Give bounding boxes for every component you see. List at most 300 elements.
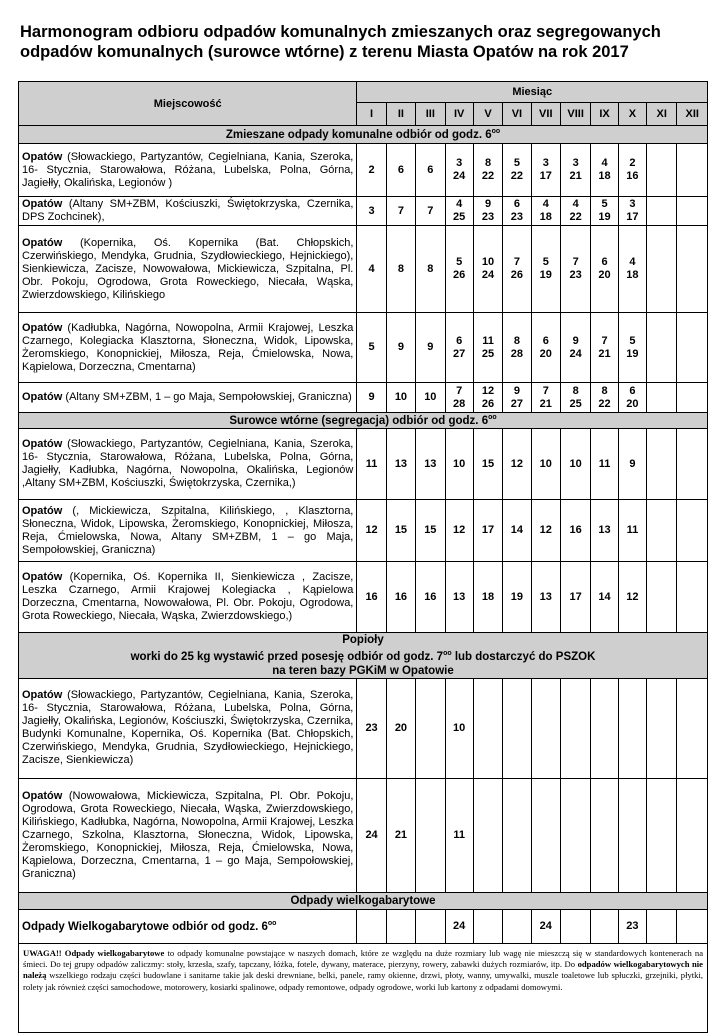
month-cell — [473, 383, 502, 413]
month-header-iii: III — [416, 103, 445, 126]
ash-title: Popioły — [342, 634, 384, 646]
ash-instructions — [22, 647, 704, 664]
street-list: (, Mickiewicza, Szpitalna, Kilińskiego, , Klasztorna, Słoneczna, Widok, Lipowska, Żeromskiego, Konopnickiej, Miłosza, Reja, Ćmielowska, Nowa, Altany SM+ZBM, 1 – go Maja, Sempołowskiej, Graniczna) — [22, 504, 354, 556]
month-cell — [503, 197, 531, 226]
month-cell — [677, 500, 708, 562]
month-cell — [386, 313, 415, 383]
month-cell — [416, 778, 445, 892]
month-header-vii: VII — [531, 103, 560, 126]
month-cell: 10 — [560, 429, 590, 500]
bulky-label-cell — [19, 909, 357, 943]
pickup-day: 23 — [510, 211, 524, 223]
ash-instructions-text: lub dostarczyć do PSZOK — [451, 650, 596, 663]
street-list: (Kopernika, Oś. Kopernika (Bat. Chłopskich, Czerwińskiego, Mendyka, Grudnia, Szydłowieckiego, Hejnickiego), Sienkiewicza, Zacisze, Nowowałowa, Mickiewicza, Szpitalna, Pl. Obr. Pokoju, Ogrodowa, Grota Roweckiego, Niecała, Wąska, Zwierzdowskiego, Kilińskiego — [22, 236, 354, 301]
month-cell — [560, 778, 590, 892]
month-cell: 21 — [386, 778, 415, 892]
schedule-row — [19, 383, 708, 413]
month-header-iv: IV — [445, 103, 473, 126]
month-header-xii: XII — [677, 103, 708, 126]
month-cell — [591, 313, 618, 383]
pickup-day: 3 — [456, 157, 463, 169]
street-list: (Altany SM+ZBM, Kościuszki, Świętokrzyska, Czernika, DPS Zochcinek), — [22, 198, 354, 223]
month-cell: 9 — [618, 429, 646, 500]
month-cell — [531, 226, 560, 313]
pickup-day: 5 — [368, 341, 375, 353]
pickup-day: 21 — [569, 170, 582, 182]
pickup-day: 8 — [572, 384, 579, 397]
month-cell — [357, 313, 386, 383]
month-cell — [560, 226, 590, 313]
month-cell — [647, 197, 677, 226]
section-title: Zmieszane odpady komunalne odbiór od godz. 6 — [225, 128, 492, 141]
month-cell: 16 — [386, 562, 415, 633]
pickup-day: 10 — [394, 391, 408, 403]
month-cell — [677, 909, 708, 943]
month-cell — [416, 383, 445, 413]
month-cell — [647, 500, 677, 562]
schedule-row — [19, 678, 708, 778]
bulky-waste-note — [19, 943, 708, 1032]
month-header-ii: II — [386, 103, 415, 126]
month-cell — [473, 144, 502, 197]
pickup-day: 6 — [427, 163, 434, 176]
month-cell: 10 — [445, 429, 473, 500]
month-cell — [677, 226, 708, 313]
pickup-day: 4 — [456, 198, 463, 210]
time-superscript: oo — [488, 414, 497, 422]
pickup-day: 12 — [481, 384, 495, 397]
location-name: Opatów — [22, 150, 63, 163]
pickup-day: 5 — [601, 198, 608, 210]
month-cell — [677, 429, 708, 500]
month-cell: 11 — [591, 429, 618, 500]
location-cell — [19, 562, 357, 633]
month-cell: 23 — [618, 909, 646, 943]
ash-instructions-text: worki do 25 kg wystawić przed posesję odbiór od godz. 7 — [130, 650, 444, 663]
month-cell — [445, 197, 473, 226]
location-name: Opatów — [22, 391, 63, 403]
month-cell: 24 — [357, 778, 386, 892]
month-cell: 12 — [618, 562, 646, 633]
month-cell: 10 — [531, 429, 560, 500]
month-cell — [416, 909, 445, 943]
month-cell: 18 — [473, 562, 502, 633]
month-cell: 13 — [445, 562, 473, 633]
location-cell — [19, 226, 357, 313]
month-cell — [647, 562, 677, 633]
month-cell — [591, 144, 618, 197]
pickup-day: 26 — [510, 269, 524, 281]
month-cell: 12 — [357, 500, 386, 562]
month-cell — [618, 678, 646, 778]
pickup-day: 17 — [626, 211, 639, 223]
pickup-day: 5 — [542, 256, 549, 268]
month-cell — [357, 144, 386, 197]
time-superscript: oo — [267, 919, 277, 927]
month-cell: 10 — [445, 678, 473, 778]
pickup-day: 16 — [626, 170, 639, 182]
pickup-day: 4 — [572, 198, 579, 210]
schedule-table — [18, 81, 708, 1033]
street-list: (Kopernika, Oś. Kopernika II, Sienkiewicza , Zacisze, Leszka Czarnego, Armii Krajowej Kolegiacka , Kąpielowa Dorzeczna, Cmentarna, Nowowałowa, Pl. Obr. Pokoju, Ogrodowa, Grota Roweckiego, Niecała, Wąska, Zwierzdowskiego,) — [22, 571, 354, 622]
month-cell: 12 — [503, 429, 531, 500]
month-header-x: X — [618, 103, 646, 126]
pickup-day: 8 — [397, 262, 404, 275]
month-cell — [531, 678, 560, 778]
pickup-day: 22 — [510, 170, 524, 182]
month-cell — [647, 383, 677, 413]
month-cell: 12 — [445, 500, 473, 562]
pickup-day: 6 — [601, 256, 608, 268]
pickup-day: 5 — [456, 256, 463, 268]
pickup-day: 3 — [542, 157, 549, 169]
schedule-row — [19, 429, 708, 500]
month-cell: 11 — [618, 500, 646, 562]
pickup-day: 22 — [481, 170, 495, 182]
pickup-day: 7 — [427, 204, 434, 217]
month-cell — [618, 144, 646, 197]
pickup-day: 6 — [456, 334, 463, 347]
month-cell — [357, 226, 386, 313]
month-cell — [677, 678, 708, 778]
street-list: (Słowackiego, Partyzantów, Cegielniana, Kania, Szeroka, 16- Stycznia, Starowałowa, Różana, Lubelska, Polna, Górna, Jagiełły, Kadłubka, Nagórna, Nowopolna, Okalińska, Legionów ,Altany SM+ZBM, Kościuszki, Świętokrzyska, Czernika,) — [22, 438, 354, 489]
month-cell: 19 — [503, 562, 531, 633]
pickup-day: 6 — [542, 334, 549, 347]
month-cell — [357, 197, 386, 226]
bulky-label-text: Odpady Wielkogabarytowe odbiór od godz. 6 — [22, 920, 268, 933]
street-list: (Nowowałowa, Mickiewicza, Szpitalna, Pl. Obr. Pokoju, Ogrodowa, Grota Roweckiego, Niecała, Wąska, Zwierzdowskiego, Kilińskiego, Kadłubka, Nagórna, Nowopolna, Armii Krajowej, Leszka Czarnego, Szkolna, Klasztorna, Słoneczna, Widok, Lipowska, Żeromskiego, Konopnickiej, Miłosza, Reja, Ćmielowska, Nowa, Kąpielowa, Dorzeczna, Cmentarna, 1 – go Maja, Sempołowskiej, Graniczna) — [22, 789, 354, 880]
pickup-day: 9 — [427, 341, 434, 353]
note-text: wszelkiego rodzaju części budowlane i sanitarne takie jak deski drewniane, belki, panele, ramy okienne, drzwi, płoty, wanny, umywalki, muszle toaletowe lub spłuczki, grzejniki, płytki, rolety jak również części samochodowe, motorowery, kosiarki spalinowe, odpady remontowe, odpady ogrodowe, worki lub kartony z odpadami domowymi. — [23, 970, 703, 992]
location-name: Opatów — [22, 689, 63, 702]
month-cell — [591, 909, 618, 943]
month-cell — [531, 383, 560, 413]
month-cell: 13 — [386, 429, 415, 500]
month-cell: 13 — [416, 429, 445, 500]
month-cell — [618, 197, 646, 226]
month-cell — [647, 144, 677, 197]
schedule-row — [19, 562, 708, 633]
pickup-day: 3 — [368, 204, 375, 217]
section-ash-cell — [19, 633, 708, 679]
month-cell — [531, 197, 560, 226]
month-cell — [560, 909, 590, 943]
location-name: Opatów — [22, 321, 63, 334]
pickup-day: 6 — [397, 163, 404, 176]
pickup-day: 4 — [368, 262, 375, 275]
time-superscript: oo — [491, 128, 501, 136]
month-cell — [445, 144, 473, 197]
month-cell: 16 — [416, 562, 445, 633]
schedule-row — [19, 226, 708, 313]
street-list: (Słowackiego, Partyzantów, Cegielniana, Kania, Szeroka, 16- Stycznia, Starowałowa, Różana, Lubelska, Polna, Górna, Jagiełły, Okalińska, Legionów ) — [22, 150, 354, 189]
month-cell: 11 — [357, 429, 386, 500]
pickup-day: 8 — [427, 262, 434, 275]
month-cell — [647, 226, 677, 313]
month-cell — [618, 383, 646, 413]
month-cell — [357, 383, 386, 413]
month-cell — [560, 383, 590, 413]
page-title: Harmonogram odbioru odpadów komunalnych zmieszanych oraz segregowanych odpadów komunalnych (surowce wtórne) z terenu Miasta Opatów na rok 2017 — [20, 23, 661, 61]
pickup-day: 8 — [601, 384, 608, 397]
month-cell: 11 — [445, 778, 473, 892]
month-cell — [473, 197, 502, 226]
month-cell — [386, 909, 415, 943]
place-column-header: Miejscowość — [19, 82, 357, 126]
month-cell — [591, 226, 618, 313]
pickup-day: 6 — [629, 384, 636, 397]
pickup-day: 9 — [397, 341, 404, 353]
month-cell — [677, 778, 708, 892]
pickup-day: 8 — [484, 157, 492, 169]
month-cell — [677, 197, 708, 226]
month-cell: 24 — [445, 909, 473, 943]
month-cell: 16 — [560, 500, 590, 562]
pickup-day: 26 — [453, 269, 466, 281]
location-name: Opatów — [22, 198, 63, 210]
month-cell: 15 — [386, 500, 415, 562]
month-cell — [618, 778, 646, 892]
pickup-day: 3 — [629, 198, 636, 210]
section-ash — [19, 633, 708, 679]
month-cell — [591, 197, 618, 226]
month-cell — [473, 226, 502, 313]
pickup-day: 9 — [572, 334, 579, 347]
pickup-day: 23 — [481, 211, 495, 223]
month-cell — [503, 144, 531, 197]
month-header-xi: XI — [647, 103, 677, 126]
month-cell: 20 — [386, 678, 415, 778]
month-cell — [473, 778, 502, 892]
pickup-day: 8 — [513, 334, 520, 347]
month-cell — [560, 197, 590, 226]
street-list: (Słowackiego, Partyzantów, Cegielniana, Kania, Szeroka, 16- Stycznia, Starowałowa, Różana, Lubelska, Polna, Górna, Jagiełły, Okalińska, Legionów, Kościuszki, Świętokrzyska, Czernika, Budynki Komunalne, Kopernika, Oś. Kopernika (Bat. Chłopskich, Czerwińskiego, Mendyka, Grudnia, Szydłowieckiego, Hejnickiego, Zacisze, Sienkiewicza) — [22, 689, 354, 767]
pickup-day: 18 — [626, 269, 639, 281]
pickup-day: 9 — [484, 198, 492, 210]
month-cell: 16 — [357, 562, 386, 633]
note-text: to odpady komunalne powstające w naszych domach, które ze względu na duże rozmiary lub wagę nie mieszczą się w standardowych kontenerach na śmieci. Do tej grupy odpadów zaliczmy: stoły, krzesła, szafy, tapczany, łóżka, fotele, dywany, materace, pierzyny, rowery, zabawki dużych rozmiarów, itp. Do — [23, 947, 704, 970]
month-cell — [386, 383, 415, 413]
note-exclusions: odpadów wielkogabarytowych nie należą — [23, 959, 703, 981]
month-cell — [357, 909, 386, 943]
schedule-row — [19, 313, 708, 383]
location-name: Opatów — [22, 789, 63, 802]
month-cell — [677, 383, 708, 413]
pickup-day: 18 — [598, 170, 611, 182]
month-header-viii: VIII — [560, 103, 590, 126]
pickup-day: 17 — [539, 170, 552, 182]
month-cell — [445, 383, 473, 413]
note-lead: UWAGA!! Odpady wielkogabarytowe — [23, 947, 165, 958]
pickup-day: 23 — [569, 269, 582, 281]
street-list: (Kadłubka, Nagórna, Nowopolna, Armii Krajowej, Leszka Czarnego, Kolegiacka Klasztorna, Słoneczna, Widok, Lipowska, Żeromskiego, Konopnickiej, Miłosza, Reja, Ćmielowska, Nowa, Kąpielowa, Dorzeczna, Cmentarna) — [22, 321, 354, 373]
pickup-day: 9 — [368, 391, 375, 403]
month-cell — [591, 383, 618, 413]
month-cell — [560, 313, 590, 383]
month-cell — [677, 144, 708, 197]
month-cell — [503, 226, 531, 313]
month-cell — [386, 197, 415, 226]
month-cell — [503, 678, 531, 778]
month-cell — [473, 313, 502, 383]
location-cell — [19, 313, 357, 383]
month-cell — [416, 678, 445, 778]
ash-location: na teren bazy PGKiM w Opatowie — [272, 664, 454, 677]
location-cell — [19, 383, 357, 413]
month-cell: 13 — [531, 562, 560, 633]
month-cell: 12 — [531, 500, 560, 562]
pickup-day: 5 — [513, 157, 520, 169]
month-cell: 14 — [591, 562, 618, 633]
pickup-day: 24 — [569, 347, 582, 360]
pickup-day: 20 — [626, 397, 639, 410]
month-cell — [416, 144, 445, 197]
pickup-day: 20 — [598, 269, 611, 281]
pickup-day: 7 — [572, 256, 579, 268]
location-name: Opatów — [22, 438, 63, 450]
pickup-day: 24 — [453, 170, 466, 182]
month-cell — [647, 778, 677, 892]
month-cell — [503, 778, 531, 892]
pickup-day: 2 — [629, 157, 636, 169]
month-header-ix: IX — [591, 103, 618, 126]
location-name: Opatów — [22, 504, 63, 517]
location-name: Opatów — [22, 236, 63, 249]
month-cell: 14 — [503, 500, 531, 562]
pickup-day: 19 — [598, 211, 611, 223]
month-cell — [618, 313, 646, 383]
month-cell — [503, 313, 531, 383]
pickup-day: 21 — [598, 347, 611, 360]
location-name: Opatów — [22, 571, 63, 583]
month-cell — [647, 313, 677, 383]
note-row — [19, 943, 708, 1032]
pickup-day: 21 — [539, 397, 552, 410]
month-cell: 17 — [560, 562, 590, 633]
month-cell — [416, 197, 445, 226]
street-list: (Altany SM+ZBM, 1 – go Maja, Sempołowskiej, Graniczna) — [62, 391, 352, 403]
month-cell — [445, 313, 473, 383]
month-cell — [416, 313, 445, 383]
pickup-day: 4 — [601, 157, 608, 169]
month-cell — [531, 778, 560, 892]
pickup-day: 22 — [569, 211, 582, 223]
section-title: Surowce wtórne (segregacja) odbiór od godz. 6 — [229, 414, 489, 427]
section-recyclables-cell — [19, 413, 708, 429]
pickup-day: 26 — [481, 397, 495, 410]
section-mixed-waste — [19, 126, 708, 144]
bulky-row — [19, 909, 708, 943]
pickup-day: 27 — [510, 397, 524, 410]
month-cell: 24 — [531, 909, 560, 943]
pickup-day: 25 — [453, 211, 466, 223]
month-cell — [560, 144, 590, 197]
location-cell — [19, 144, 357, 197]
schedule-row — [19, 197, 708, 226]
pickup-day: 3 — [572, 157, 579, 169]
month-cell: 23 — [357, 678, 386, 778]
pickup-day: 2 — [368, 163, 375, 176]
month-cell — [503, 909, 531, 943]
month-column-header: Miesiąc — [357, 82, 708, 103]
pickup-day: 22 — [598, 397, 611, 410]
pickup-day: 7 — [542, 384, 549, 397]
month-cell — [503, 383, 531, 413]
section-bulky-waste-cell — [19, 892, 708, 909]
location-cell — [19, 678, 357, 778]
pickup-day: 20 — [539, 347, 552, 360]
location-cell — [19, 500, 357, 562]
schedule-row — [19, 144, 708, 197]
schedule-row — [19, 778, 708, 892]
pickup-day: 25 — [569, 397, 582, 410]
month-cell — [531, 313, 560, 383]
pickup-day: 28 — [510, 347, 524, 360]
pickup-day: 4 — [629, 256, 636, 268]
pickup-day: 27 — [453, 347, 466, 360]
location-cell — [19, 197, 357, 226]
section-mixed-waste-cell — [19, 126, 708, 144]
month-cell — [677, 562, 708, 633]
month-cell — [591, 778, 618, 892]
schedule-row — [19, 500, 708, 562]
section-bulky-waste — [19, 892, 708, 909]
month-cell: 17 — [473, 500, 502, 562]
month-cell — [618, 226, 646, 313]
month-cell — [386, 226, 415, 313]
month-cell — [677, 313, 708, 383]
month-cell — [473, 909, 502, 943]
location-cell — [19, 778, 357, 892]
month-cell — [473, 678, 502, 778]
month-cell — [591, 678, 618, 778]
pickup-day: 5 — [629, 334, 636, 347]
pickup-day: 9 — [513, 384, 520, 397]
pickup-day: 11 — [482, 334, 494, 347]
pickup-day: 7 — [601, 334, 608, 347]
pickup-day: 10 — [424, 391, 437, 403]
month-cell — [445, 226, 473, 313]
month-cell — [386, 144, 415, 197]
month-header-i: I — [357, 103, 386, 126]
month-cell: 13 — [591, 500, 618, 562]
month-cell — [647, 678, 677, 778]
pickup-day: 7 — [513, 256, 520, 268]
location-cell — [19, 429, 357, 500]
month-cell: 15 — [416, 500, 445, 562]
pickup-day: 25 — [481, 347, 495, 360]
month-header-v: V — [473, 103, 502, 126]
month-cell — [416, 226, 445, 313]
month-cell — [560, 678, 590, 778]
pickup-day: 6 — [513, 198, 520, 210]
month-cell — [647, 909, 677, 943]
pickup-day: 18 — [539, 211, 552, 223]
pickup-day: 7 — [456, 384, 463, 397]
pickup-day: 28 — [453, 397, 466, 410]
pickup-day: 7 — [397, 204, 404, 217]
month-cell — [531, 144, 560, 197]
section-title: Odpady wielkogabarytowe — [290, 894, 436, 907]
pickup-day: 24 — [481, 269, 495, 281]
pickup-day: 4 — [542, 198, 549, 210]
section-recyclables — [19, 413, 708, 429]
month-cell — [647, 429, 677, 500]
pickup-day: 10 — [481, 256, 495, 268]
month-cell: 15 — [473, 429, 502, 500]
month-header-vi: VI — [503, 103, 531, 126]
time-superscript: oo — [443, 650, 452, 657]
